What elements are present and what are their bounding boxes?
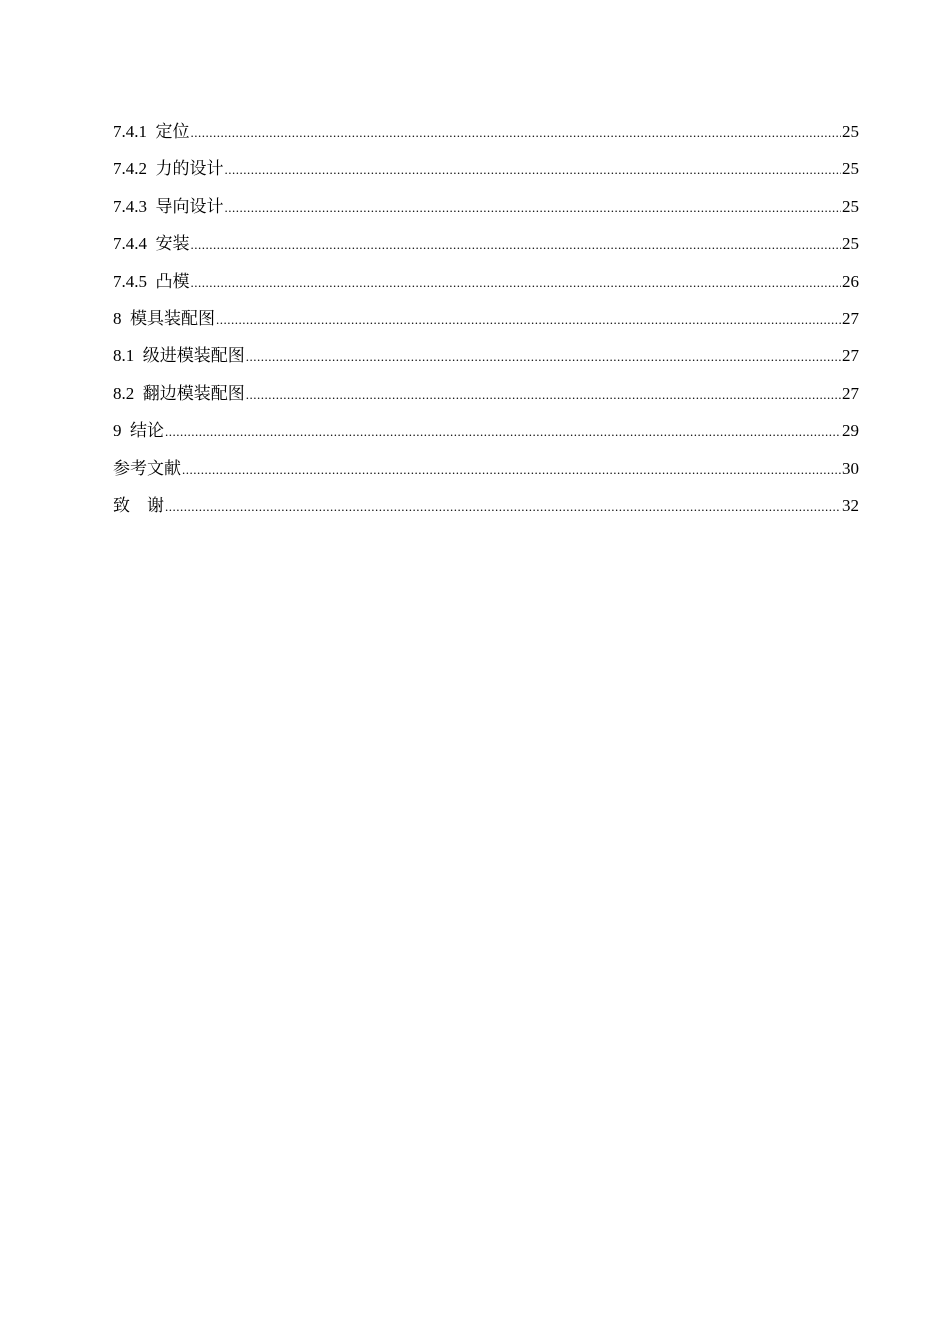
table-of-contents [113, 120, 859, 531]
toc-entry-label: 8.2 翻边模装配图 [113, 383, 245, 403]
toc-entry-label: 9 结论 [113, 421, 164, 441]
toc-dot-leader [165, 420, 841, 444]
toc-dot-leader [165, 495, 841, 519]
toc-entry-label: 8 模具装配图 [113, 308, 215, 328]
toc-entry-page: 25 [842, 122, 859, 141]
toc-entry-page: 25 [842, 159, 859, 179]
toc-dot-leader [191, 271, 842, 295]
toc-entry-page: 27 [842, 346, 859, 366]
toc-entry-page: 32 [842, 495, 859, 515]
toc-entry-8[interactable] [113, 307, 859, 344]
toc-dot-leader [225, 196, 842, 220]
toc-entry-page: 29 [842, 421, 859, 441]
toc-entry-label: 7.4.1 定位 [113, 122, 190, 141]
toc-dot-leader [246, 383, 841, 407]
toc-entry-label: 8.1 级进模装配图 [113, 346, 245, 366]
toc-entry-7-4-2[interactable] [113, 157, 859, 194]
toc-entry-7-4-5[interactable] [113, 270, 859, 307]
toc-dot-leader [191, 121, 842, 145]
toc-entry-page: 30 [842, 458, 859, 478]
toc-entry-label: 7.4.3 导向设计 [113, 196, 224, 216]
toc-entry-9[interactable] [113, 419, 859, 456]
toc-entry-page: 27 [842, 308, 859, 328]
toc-entry-7-4-3[interactable] [113, 195, 859, 232]
toc-entry-label: 参考文献 [113, 458, 181, 478]
toc-dot-leader [216, 308, 841, 332]
toc-entry-7-4-1[interactable] [113, 120, 859, 157]
toc-dot-leader [225, 158, 842, 182]
toc-entry-label: 7.4.5 凸模 [113, 271, 190, 291]
toc-entry-label: 致 谢 [113, 495, 164, 515]
toc-dot-leader [246, 345, 841, 369]
toc-entry-label: 7.4.2 力的设计 [113, 159, 224, 179]
toc-entry-8-1[interactable] [113, 344, 859, 381]
toc-dot-leader [191, 233, 842, 257]
toc-entry-8-2[interactable] [113, 382, 859, 419]
toc-entry-page: 25 [842, 196, 859, 216]
toc-entry-references[interactable] [113, 457, 859, 494]
toc-entry-page: 25 [842, 234, 859, 254]
toc-dot-leader [182, 458, 841, 482]
toc-entry-page: 26 [842, 271, 859, 291]
toc-entry-7-4-4[interactable] [113, 232, 859, 269]
toc-entry-page: 27 [842, 383, 859, 403]
toc-entry-acknowledgements[interactable] [113, 494, 859, 531]
toc-entry-label: 7.4.4 安装 [113, 234, 190, 254]
